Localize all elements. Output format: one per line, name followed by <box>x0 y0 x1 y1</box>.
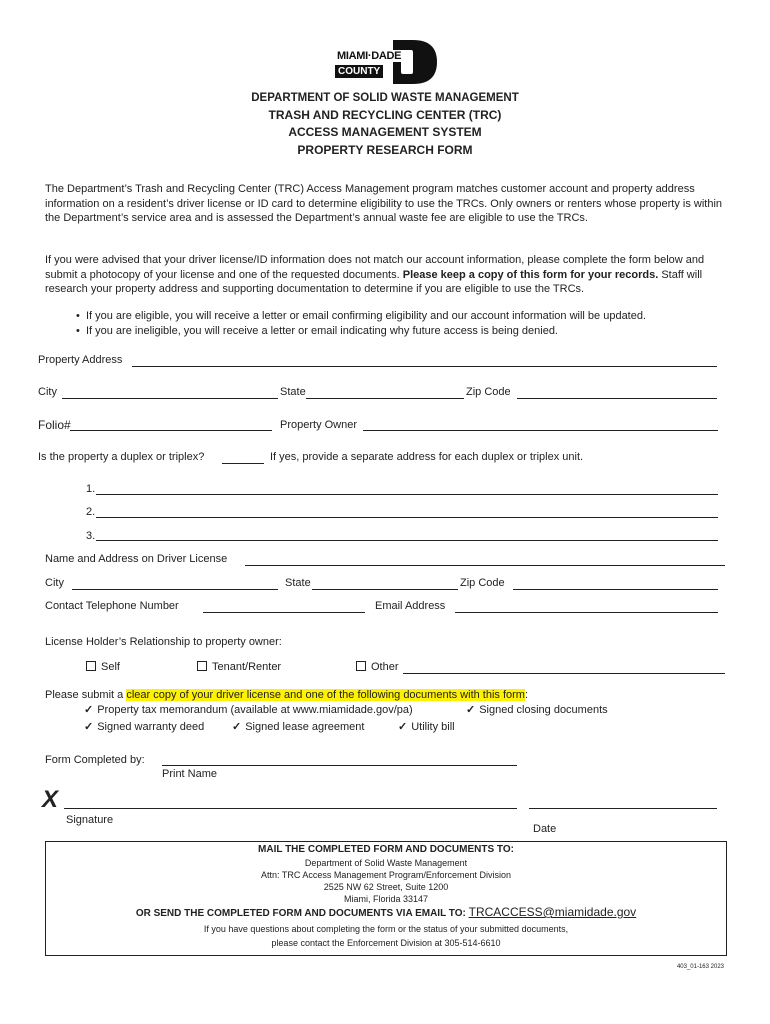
advised-bold: Please keep a copy of this form for your records. <box>402 268 659 281</box>
city-label: City <box>38 386 57 398</box>
trc-title: TRASH AND RECYCLING CENTER (TRC) <box>268 108 502 122</box>
bullet-ineligible: • If you are ineligible, you will receive a letter or email indicating why future access is being denied. <box>76 325 558 337</box>
questions-line-2: please contact the Enforcement Division at 305-514-6610 <box>271 938 501 948</box>
property-owner-field[interactable] <box>363 430 718 431</box>
date-caption: Date <box>533 823 557 835</box>
mail-address-line-4: Miami, Florida 33147 <box>343 894 429 904</box>
mail-address-line-2: Attn: TRC Access Management Program/Enforcement Division <box>261 870 511 880</box>
system-title: ACCESS MANAGEMENT SYSTEM <box>288 125 482 139</box>
state2-field[interactable] <box>312 589 458 590</box>
zip-label: Zip Code <box>466 386 511 398</box>
phone-label: Contact Telephone Number <box>45 600 179 612</box>
folio-label: Folio# <box>38 418 71 432</box>
check-mark-icon: ✓ <box>84 704 94 716</box>
date-field[interactable] <box>529 808 717 809</box>
advised-text-2: Staff will research your property address and supporting documentation to determine if you are eligible to use the TRCs. <box>45 268 703 295</box>
other-checkbox[interactable] <box>356 661 366 671</box>
unit-1-field[interactable] <box>96 494 718 495</box>
unit-2-label: 2. <box>86 506 96 518</box>
doc-tax-memo: ✓ Property tax memorandum (available at www.miamidade.gov/pa) <box>84 704 413 716</box>
doc-utility: ✓ Utility bill <box>398 721 455 733</box>
city2-label: City <box>45 577 64 589</box>
unit-1-label: 1. <box>86 483 96 495</box>
property-address-label: Property Address <box>38 354 123 366</box>
mail-address-line-3: 2525 NW 62 Street, Suite 1200 <box>323 882 449 892</box>
tenant-option[interactable]: Tenant/Renter <box>197 661 281 673</box>
unit-3-label: 3. <box>86 530 96 542</box>
doc-closing: ✓ Signed closing documents <box>466 704 608 716</box>
other-field[interactable] <box>403 673 725 674</box>
submit-instruction: Please submit a clear copy of your driver license and one of the following documents with this form: <box>45 689 529 701</box>
mail-title: MAIL THE COMPLETED FORM AND DOCUMENTS TO: <box>258 844 514 855</box>
advised-text-1: If you were advised that your driver license/ID information does not match our account information, please complete the form below and submit a photocopy of your license and one of the requested documents. <box>45 254 705 281</box>
doc-warranty-deed: ✓ Signed warranty deed <box>84 721 205 733</box>
name-address-dl-field[interactable] <box>245 565 725 566</box>
questions-line-1: If you have questions about completing the form or the status of your submitted documents, <box>203 924 569 934</box>
zip-field[interactable] <box>517 398 717 399</box>
folio-field[interactable] <box>70 430 272 431</box>
doc-lease: ✓ Signed lease agreement <box>232 721 365 733</box>
print-name-caption: Print Name <box>162 768 218 780</box>
intro-paragraph: The Department’s Trash and Recycling Center (TRC) Access Management program matches customer account and property address information on a resident’s driver license or ID card to determine eligibility to use the TRCs. Only owners or renters whose property is within the Department’s service area and is assessed the Department’s annual waste fee are eligible to use the TRCs. <box>45 183 722 224</box>
mail-address-line-1: Department of Solid Waste Management <box>304 858 468 868</box>
bullet-eligible: • If you are eligible, you will receive a letter or email confirming eligibility and our account information will be updated. <box>76 310 647 322</box>
email-field[interactable] <box>455 612 718 613</box>
property-address-field[interactable] <box>132 366 717 367</box>
unit-2-field[interactable] <box>96 517 718 518</box>
email-instruction: OR SEND THE COMPLETED FORM AND DOCUMENTS VIA EMAIL TO: TRCACCESS@miamidade.gov <box>135 905 637 919</box>
city2-field[interactable] <box>72 589 278 590</box>
state-field[interactable] <box>306 398 464 399</box>
signature-x-mark: X <box>42 786 59 813</box>
check-mark-icon: ✓ <box>84 721 94 733</box>
email-label: Email Address <box>375 600 446 612</box>
other-option[interactable]: Other <box>356 661 399 673</box>
signature-caption: Signature <box>66 814 114 826</box>
mail-instructions-box <box>45 841 727 956</box>
check-mark-icon: ✓ <box>466 704 476 716</box>
unit-3-field[interactable] <box>96 540 718 541</box>
department-title: DEPARTMENT OF SOLID WASTE MANAGEMENT <box>251 92 519 104</box>
zip2-field[interactable] <box>513 589 718 590</box>
logo-text-miami-dade: MIAMI·DADE <box>337 50 402 62</box>
name-address-dl-label: Name and Address on Driver License <box>45 553 228 565</box>
form-completed-label: Form Completed by: <box>45 754 145 766</box>
form-title: PROPERTY RESEARCH FORM <box>297 143 473 157</box>
self-option[interactable]: Self <box>86 661 120 673</box>
duplex-question: Is the property a duplex or triplex? <box>38 451 205 463</box>
phone-field[interactable] <box>203 612 365 613</box>
advised-paragraph <box>45 253 725 297</box>
email-link[interactable]: TRCACCESS@miamidade.gov <box>468 905 637 919</box>
check-mark-icon: ✓ <box>398 721 408 733</box>
state-label: State <box>280 386 306 398</box>
tenant-checkbox[interactable] <box>197 661 207 671</box>
relationship-label: License Holder’s Relationship to property owner: <box>45 636 282 648</box>
duplex-note: If yes, provide a separate address for each duplex or triplex unit. <box>270 451 584 463</box>
state2-label: State <box>285 577 311 589</box>
signature-field[interactable] <box>64 808 517 809</box>
county-logo <box>335 40 437 84</box>
city-field[interactable] <box>62 398 278 399</box>
print-name-field[interactable] <box>162 765 517 766</box>
logo-text-county: COUNTY <box>335 65 383 78</box>
property-owner-label: Property Owner <box>280 419 358 431</box>
duplex-answer-field[interactable] <box>222 463 264 464</box>
zip2-label: Zip Code <box>460 577 505 589</box>
self-checkbox[interactable] <box>86 661 96 671</box>
submit-highlight: clear copy of your driver license and one of the following documents with this form <box>126 689 525 701</box>
footer-form-code: 403_01-163 2023 <box>676 964 724 970</box>
check-mark-icon: ✓ <box>232 721 242 733</box>
